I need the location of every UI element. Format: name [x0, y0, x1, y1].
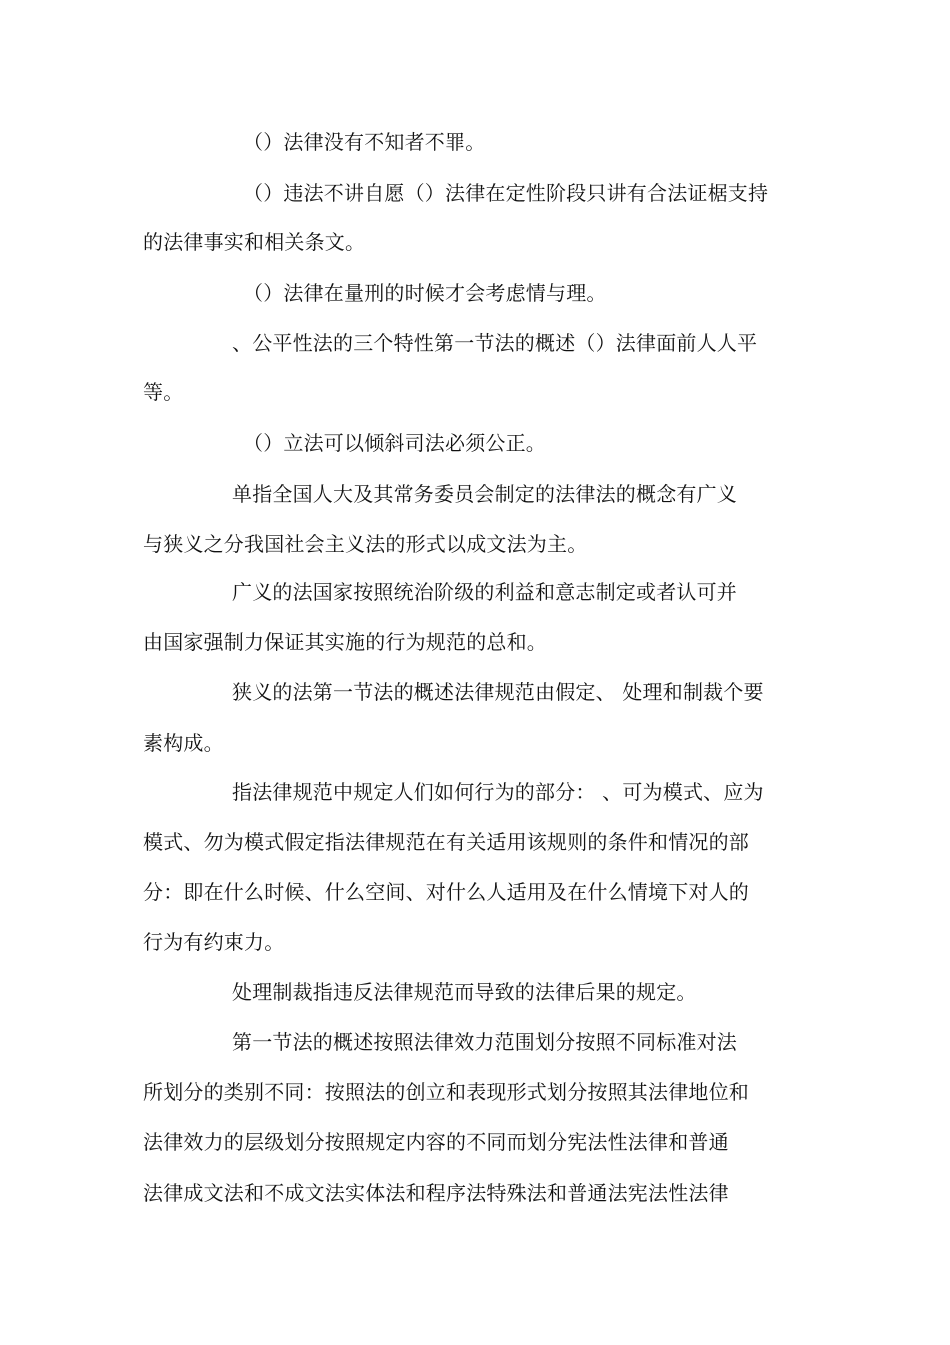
text-line: 模式、勿为模式假定指法律规范在有关适用该规则的条件和情况的部	[143, 830, 749, 854]
text-line: 由国家强制力保证其实施的行为规范的总和。	[143, 630, 547, 654]
text-line: 单指全国人大及其常务委员会制定的法律法的概念有广义	[232, 482, 737, 506]
text-line: 、公平性法的三个特性第一节法的概述（）法律面前人人平	[232, 331, 758, 355]
text-line: 行为有约束力。	[143, 930, 285, 954]
text-line: （）立法可以倾斜司法必须公正。	[243, 431, 546, 455]
text-line: 指法律规范中规定人们如何行为的部分： 、可为模式、应为	[232, 780, 764, 804]
text-line: 法律效力的层级划分按照规定内容的不同而划分宪法性法律和普通	[143, 1130, 729, 1154]
text-line: 与狭义之分我国社会主义法的形式以成文法为主。	[143, 532, 588, 556]
text-line: （）法律没有不知者不罪。	[243, 130, 486, 154]
text-line: 法律成文法和不成文法实体法和程序法特殊法和普通法宪法性法律	[143, 1181, 729, 1205]
text-line: 素构成。	[143, 731, 224, 755]
text-line: 处理制裁指违反法律规范而导致的法律后果的规定。	[232, 980, 697, 1004]
text-line: 第一节法的概述按照法律效力范围划分按照不同标准对法	[232, 1030, 737, 1054]
text-line: （）违法不讲自愿（）法律在定性阶段只讲有合法证椐支持	[243, 181, 769, 205]
text-line: 狭义的法第一节法的概述法律规范由假定、 处理和制裁个要	[232, 680, 764, 704]
text-line: 分：即在什么时候、什么空间、对什么人适用及在什么情境下对人的	[143, 880, 749, 904]
text-line: 广义的法国家按照统治阶级的利益和意志制定或者认可并	[232, 580, 737, 604]
text-line: 所划分的类别不同：按照法的创立和表现形式划分按照其法律地位和	[143, 1080, 749, 1104]
text-line: 的法律事实和相关条文。	[143, 230, 366, 254]
text-line: 等。	[143, 380, 184, 404]
text-line: （）法律在量刑的时候才会考虑情与理。	[243, 281, 607, 305]
